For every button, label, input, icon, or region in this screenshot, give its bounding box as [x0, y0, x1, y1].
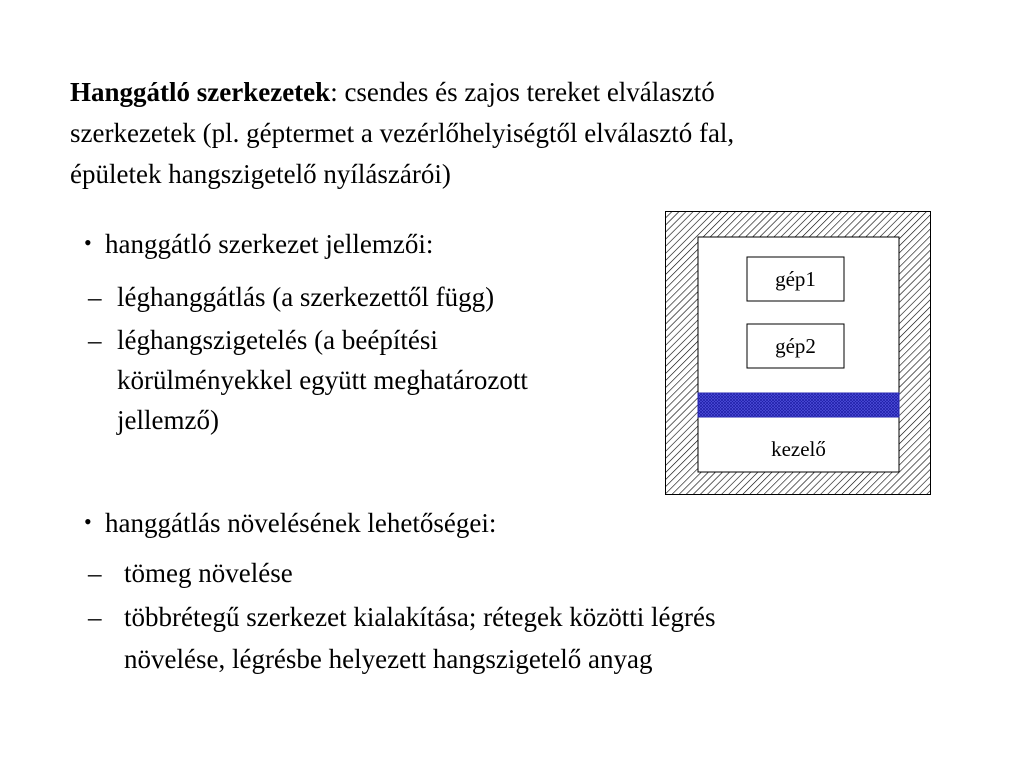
section1-item-1: léghanggátlás (a szerkezettől függ)	[117, 282, 495, 312]
machine-2-label: gép2	[775, 334, 816, 358]
dash-icon: –	[88, 602, 102, 632]
section1-item-2-line-2: körülményekkel együtt meghatározott	[117, 365, 528, 395]
dash-icon: –	[88, 282, 102, 312]
intro-paragraph	[70, 72, 950, 195]
intro-line-1	[70, 72, 950, 113]
dash-icon: –	[88, 325, 102, 355]
section2-item-2-line-1: többrétegű szerkezet kialakítása; rétegek közötti légrés	[124, 602, 716, 632]
bullet-icon: •	[84, 509, 92, 534]
section1-item-2-line-3: jellemző)	[117, 405, 219, 435]
section2-item-1: tömeg növelése	[124, 558, 293, 588]
intro-term: Hanggátló szerkezetek	[70, 77, 331, 107]
intro-line-2: szerkezetek (pl. géptermet a vezérlőhelyiségtől elválasztó fal,	[70, 118, 735, 148]
bullet-icon: •	[84, 230, 92, 255]
section2-heading: hanggátlás növelésének lehetőségei:	[105, 508, 497, 538]
room-diagram	[665, 211, 931, 495]
operator-label: kezelő	[771, 437, 826, 461]
dash-icon: –	[88, 558, 102, 588]
intro-line-3: épületek hangszigetelő nyílászárói)	[70, 159, 451, 189]
section1-heading: hanggátló szerkezet jellemzői:	[105, 229, 434, 259]
section1-item-2-line-1: léghangszigetelés (a beépítési	[117, 325, 438, 355]
section2-item-2-line-2: növelése, légrésbe helyezett hangszigetelő anyag	[124, 644, 653, 674]
machine-1-label: gép1	[775, 267, 816, 291]
intro-definition-start: : csendes és zajos tereket elválasztó	[330, 77, 715, 107]
partition-wall	[698, 393, 899, 417]
